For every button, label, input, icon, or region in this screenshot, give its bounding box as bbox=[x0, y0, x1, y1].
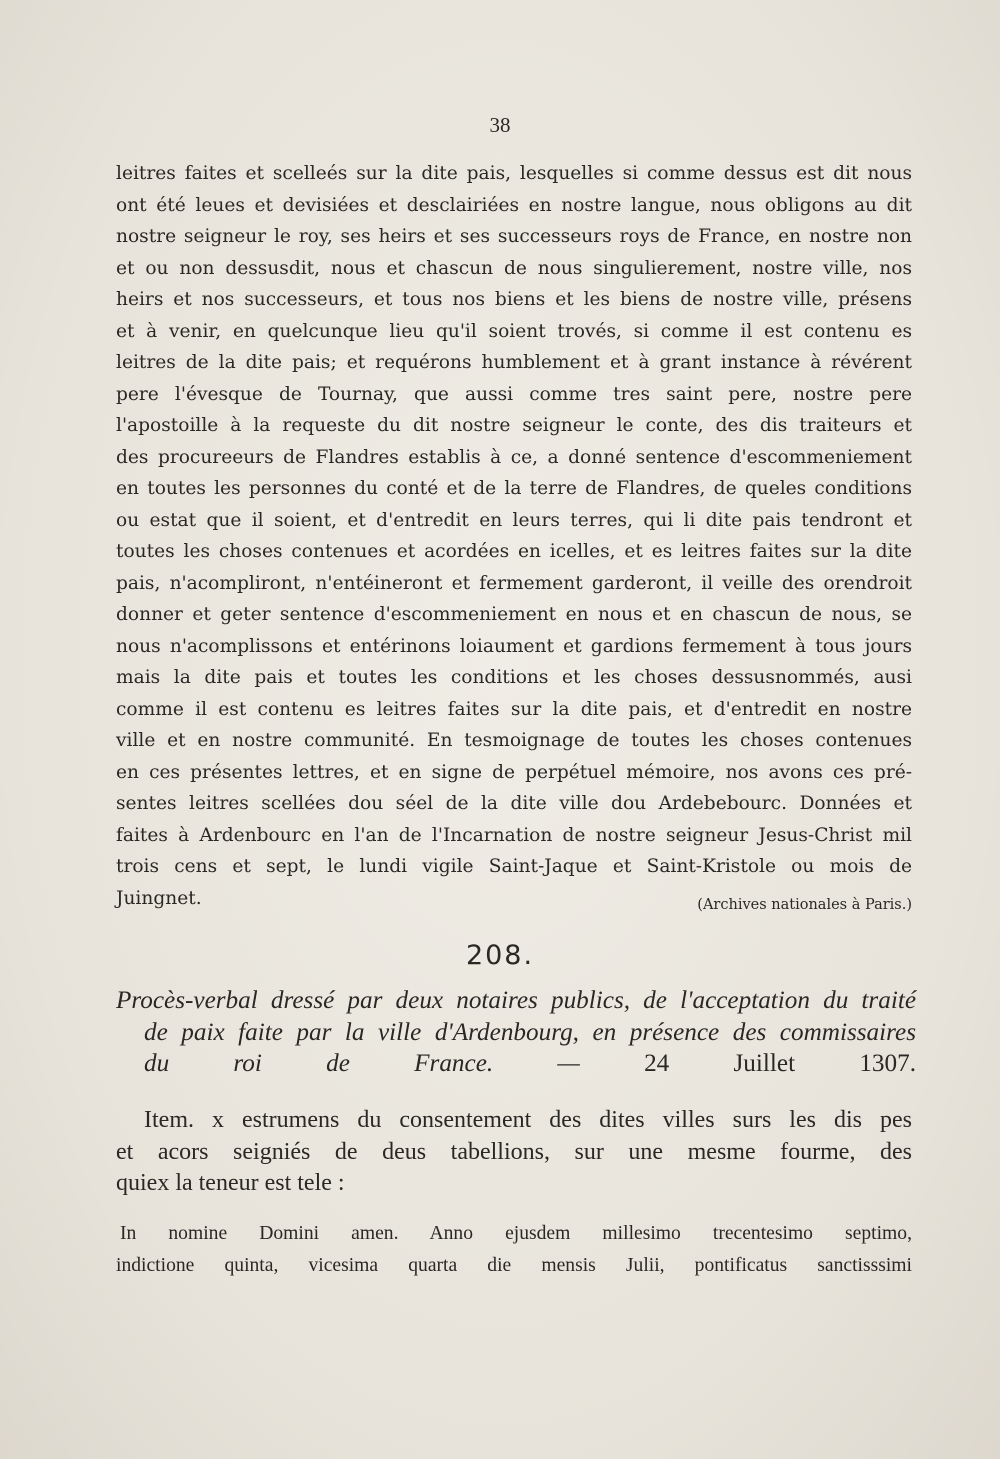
text-line: leitres faites et scelleés sur la dite pais, lesquelles si comme dessus est dit nous bbox=[116, 163, 912, 184]
text-line: sentes leitres scellées dou séel de la dite ville dou Ardebebourc. Données et bbox=[116, 793, 912, 814]
text-line: et ou non dessusdit, nous et chascun de nous singulierement, nostre ville, nos bbox=[116, 257, 912, 279]
source-note: (Archives nationales à Paris.) bbox=[697, 897, 912, 913]
item-paragraph bbox=[116, 1104, 912, 1199]
text-line: comme il est contenu es leitres faites sur la dite pais, et d'entredit en nostre bbox=[116, 698, 912, 720]
text-line: ville et en nostre communité. En tesmoignage de toutes les choses contenues bbox=[116, 730, 912, 751]
document-heading bbox=[116, 985, 916, 1080]
text-line: leitres de la dite pais; et requérons humblement et à grant instance à révérent bbox=[116, 352, 912, 373]
text-line: donner et geter sentence d'escommeniement en nous et en chascun de nous, se bbox=[116, 604, 912, 625]
text-line: l'apostoille à la requeste du dit nostre seigneur le conte, des dis traiteurs et bbox=[116, 415, 912, 436]
charter-text bbox=[116, 158, 912, 914]
text-line: ou estat que il soient, et d'entredit en leurs terres, qui li dite pais tendront et bbox=[116, 509, 912, 531]
document-number: 208. bbox=[465, 940, 535, 971]
heading-line: de paix faite par la ville d'Ardenbourg, en présence des commissaires bbox=[144, 1018, 916, 1046]
text-line: ont été leues et devisiées et desclairiées en nostre langue, nous obligons au dit bbox=[116, 194, 912, 216]
item-line: quiex la teneur est tele : bbox=[116, 1170, 345, 1196]
text-line: Juingnet. bbox=[116, 887, 202, 909]
page-number: 38 bbox=[489, 113, 511, 137]
latin-line: In nomine Domini amen. Anno ejusdem millesimo trecentesimo septimo, bbox=[120, 1223, 912, 1244]
text-line: pere l'évesque de Tournay, que aussi comme tres saint pere, nostre pere bbox=[116, 383, 912, 405]
heading-date: 24 Juillet 1307. bbox=[644, 1050, 916, 1077]
heading-line: Procès-verbal dressé par deux notaires publics, de l'acceptation du traité bbox=[116, 987, 916, 1014]
text-line: heirs et nos successeurs, et tous nos biens et les biens de nostre ville, présens bbox=[116, 289, 912, 310]
item-line: Item. x estrumens du consentement des dites villes surs les dis pes bbox=[144, 1107, 912, 1133]
item-line: et acors seigniés de deus tabellions, sur une mesme fourme, des bbox=[116, 1138, 912, 1165]
heading-line-with-date bbox=[116, 1048, 916, 1080]
text-line: toutes les choses contenues et acordées en icelles, et es leitres faites sur la dite bbox=[116, 541, 912, 562]
text-line: mais la dite pais et toutes les conditions et les choses dessusnommés, ausi bbox=[116, 667, 912, 688]
text-line: en toutes les personnes du conté et de la terre de Flandres, de queles conditions bbox=[116, 478, 912, 499]
text-line: et à venir, en quelcunque lieu qu'il soient trovés, si comme il est contenu es bbox=[116, 320, 912, 342]
text-line: pais, n'acompliront, n'entéineront et fermement garderont, il veille des orendroit bbox=[116, 572, 912, 594]
heading-line: du roi de France. — bbox=[144, 1050, 580, 1077]
text-line: trois cens et sept, le lundi vigile Saint-Jaque et Saint-Kristole ou mois de bbox=[116, 856, 912, 877]
text-line: faites à Ardenbourc en l'an de l'Incarnation de nostre seigneur Jesus-Christ mil bbox=[116, 824, 912, 846]
text-line: en ces présentes lettres, et en signe de perpétuel mémoire, nos avons ces pré- bbox=[116, 761, 912, 783]
latin-line: indictione quinta, vicesima quarta die mensis Julii, pontificatus sanctisssimi bbox=[116, 1254, 912, 1276]
latin-paragraph bbox=[116, 1220, 912, 1283]
text-line: nous n'acomplissons et entérinons loiaument et gardions fermement à tous jours bbox=[116, 635, 912, 657]
text-line: des procureeurs de Flandres establis à ce, a donné sentence d'escommeniement bbox=[116, 446, 912, 468]
text-line: nostre seigneur le roy, ses heirs et ses successeurs roys de France, en nostre non bbox=[116, 226, 912, 247]
